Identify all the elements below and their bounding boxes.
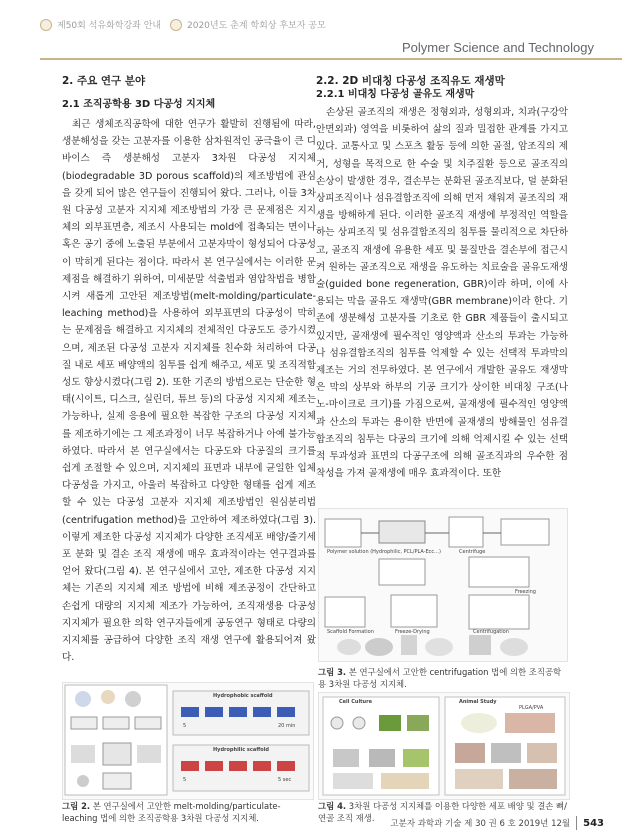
bullet-icon xyxy=(170,19,182,31)
figure-2-image xyxy=(62,682,314,800)
figure-label: 20 min xyxy=(278,723,296,729)
figure-2-diagram xyxy=(63,683,313,799)
header-tab-1-label: 제50회 석유화학강좌 안내 xyxy=(57,21,162,31)
left-column xyxy=(62,74,316,667)
figure-3-diagram xyxy=(319,509,567,661)
header-divider xyxy=(40,58,622,60)
section-heading: 2. 주요 연구 분야 xyxy=(62,75,146,87)
figure-label: Cell Culture xyxy=(339,699,372,705)
subsection-heading: 2.1 조직공학용 3D 다공성 지지체 xyxy=(62,99,216,110)
page-header xyxy=(0,0,622,62)
figure-3-caption xyxy=(318,666,568,690)
header-tab-2-label: 2020년도 춘계 학회상 후보자 공모 xyxy=(187,21,326,31)
bullet-icon xyxy=(40,19,52,31)
page-number: 543 xyxy=(583,817,604,829)
body-paragraph: 최근 생체조직공학에 대한 연구가 활발히 진행됨에 따라, 생분해성을 갖는 고분자를 이용한 삼차원적인 공극율이 큰 디바이스 즉 생분해성 고분자 3차원 다공성 지지체(biodegradable 3D porous scaffold)의 제조방법에 관심을 갖게 되어 많은 연구들이 진행되어 왔다. 그러나, 이들 3차원 다공성 고분자 지지체 제조방법의 가장 큰 문제점은 지지체의 외부표면층, 제조시 사용되는 mold에 접촉되는 면이나 혹은 공기 중에 노출된 부분에서 고분자막이 형성되어 다공성이 막히게 된다는 점이다. 따라서 본 연구실에서는 이러한 문제점을 해결하기 위하여, 미세분말 석출법과 염압착법을 병합시켜 새롭게 고안된 제조방법(melt-molding/particulate-leaching method)을 사용하여 외부표면의 다공성이 막히는 문제점을 해결하고 지지체의 전체적인 다공도도 증가시켰으며, 제조된 다공성 고분자 지지체를 친수화 처리하여 다공질 내로 세포 배양액의 침투를 쉽게 해주고, 세포 및 조직적합성도 향상시켰다(그림 2). 또한 기존의 방법으로는 단순한 형태(시이트, 디스크, 실린더, 튜브 등)의 다공성 지지체 제조는 가능하나, 실제 응용에 필요한 복잡한 구조의 다공성 지지체를 제조하기에는 그 제조과정이 너무 복잡하거나 아예 불가능하였다. 따라서 본 연구실에서는 다공도와 다공질의 크기를 쉽게 조절할 수 있으며, 지지체의 표면과 내부에 균일한 입체 다공성을 가지고, 아울러 복잡하고 다양한 형태를 쉽게 제조할 수 있는 다공성 고분자 지지체 제조방법인 원심분리법(centrifugation method)을 고안하여 제조하였다(그림 3). 이렇게 제조한 다공성 지지체가 다양한 조직세포 배양/줄기세포 분화 및 결손 조직 재생에 매우 효과적이라는 연구결과를 얻어 왔다(그림 4). 본 연구실에서 고안, 제조한 다공성 지지체는 기존의 지지체 제조 방법에 비해 제조공정이 간단하고 손쉽게 대량의 지지체 제조가 가능하여, 조직재생용 다공성 지지체가 필요한 의학 연구자들에게 공동연구 형태로 다량의 지지체를 공급하여 다양한 조직 재생 연구에 활용되어져 왔다. xyxy=(62,119,316,664)
right-column xyxy=(316,74,568,482)
subsection-heading: 2.2.1 비대칭 다공성 골유도 재생막 xyxy=(316,89,475,100)
caption-label: 그림 2. xyxy=(62,801,91,811)
figure-label: Hydrophobic scaffold xyxy=(213,693,273,699)
figure-label: Polymer solution (Hydrophilic, PCL/PLA-Ecc...) xyxy=(327,549,441,555)
footer-divider xyxy=(576,816,577,830)
figure-label: 5 xyxy=(183,723,187,729)
caption-label: 그림 3. xyxy=(318,667,347,677)
figure-label: 5 sec xyxy=(278,777,292,783)
figure-4-image xyxy=(318,692,570,800)
caption-label: 그림 4. xyxy=(318,801,347,811)
figure-label: PLGA/PVA xyxy=(519,705,544,711)
figure-label: Centrifugation xyxy=(473,629,509,635)
header-tab-2[interactable] xyxy=(170,18,326,31)
page-footer xyxy=(390,816,604,830)
body-paragraph: 손상된 골조직의 재생은 정형외과, 성형외과, 치과(구강악안면외과) 영역을 비롯하여 삶의 질과 밀접한 관계를 가지고 있다. 교통사고 및 스포츠 활동 등에 의한 골절, 암조직의 제거, 성형을 목적으로 한 수술 및 치주질환 등으로 골조직의 손상이 발생한 경우, 결손부는 분화된 골조직보다, 덜 분화된 상피조직이나 섬유결합조직에 의해 먼저 채워져 골조직의 재생을 방해하게 된다. 이러한 골조직 재생에 부정적인 역할을 하는 상피조직 및 섬유결합조직의 침투를 물리적으로 차단하고, 골조직 재생에 유용한 세포 및 물질만을 결손부에 접근시켜 원하는 골조직으로 재생을 유도하는 치료술을 골유도재생술(guided bone regeneration, GBR)이라 하며, 이에 사용되는 막을 골유도 재생막(GBR membrane)이라 한다. 기존에 생분해성 고분자를 기초로 한 GBR 제품들이 출시되고 있지만, 골재생에 필수적인 영양액과 산소의 투과는 가능하나 섬유결합조직의 침투를 억제할 수 있는 선택적 투과막의 제조는 거의 전무하였다. 본 연구에서 개발한 골유도 재생막은 막의 상부와 하부의 기공 크기가 상이한 비대칭 구조(나노-마이크로 크기)를 가짐으로써, 골재생에 필수적인 영양액과 산소의 투과는 용이한 반면에 골재생의 방해물인 섬유결합조직의 침투는 다공의 크기에 의해 억제시킬 수 있는 선택적 투과성과 표면의 다공구조에 의해 골조직과의 우수한 점착성을 가져 골재생에 매우 효과적이다. 또한 xyxy=(316,107,568,480)
figure-label: 5 xyxy=(183,777,187,783)
figure-3-image xyxy=(318,508,568,662)
caption-text: 본 연구실에서 고안한 melt-molding/particulate-leaching 법에 의한 조직공학용 3차원 다공성 지지체. xyxy=(62,801,281,823)
figure-label: Freezing xyxy=(515,589,536,595)
figure-label: Animal Study xyxy=(459,699,497,705)
figure-label: Freeze-Drying xyxy=(395,629,430,635)
section-heading: 2.2. 2D 비대칭 다공성 조직유도 재생막 xyxy=(316,75,505,87)
footer-journal: 고분자 과학과 기술 제 30 권 6 호 2019년 12월 xyxy=(390,819,571,829)
figure-label: Centrifuge xyxy=(459,549,486,555)
figure-label: Hydrophilic scaffold xyxy=(213,747,270,753)
figure-2-caption xyxy=(62,800,312,824)
header-tab-1[interactable] xyxy=(40,18,161,31)
caption-text: 본 연구실에서 고안한 centrifugation 법에 의한 조직공학용 3차원 다공성 지지체. xyxy=(318,667,562,689)
journal-section-title: Polymer Science and Technology xyxy=(402,40,594,55)
figure-label: Scaffold Formation xyxy=(327,629,374,635)
caption-text: 3차원 다공성 지지체를 이용한 다양한 세포 배양 및 결손 뼈/연골 조직 재생. xyxy=(318,801,567,823)
